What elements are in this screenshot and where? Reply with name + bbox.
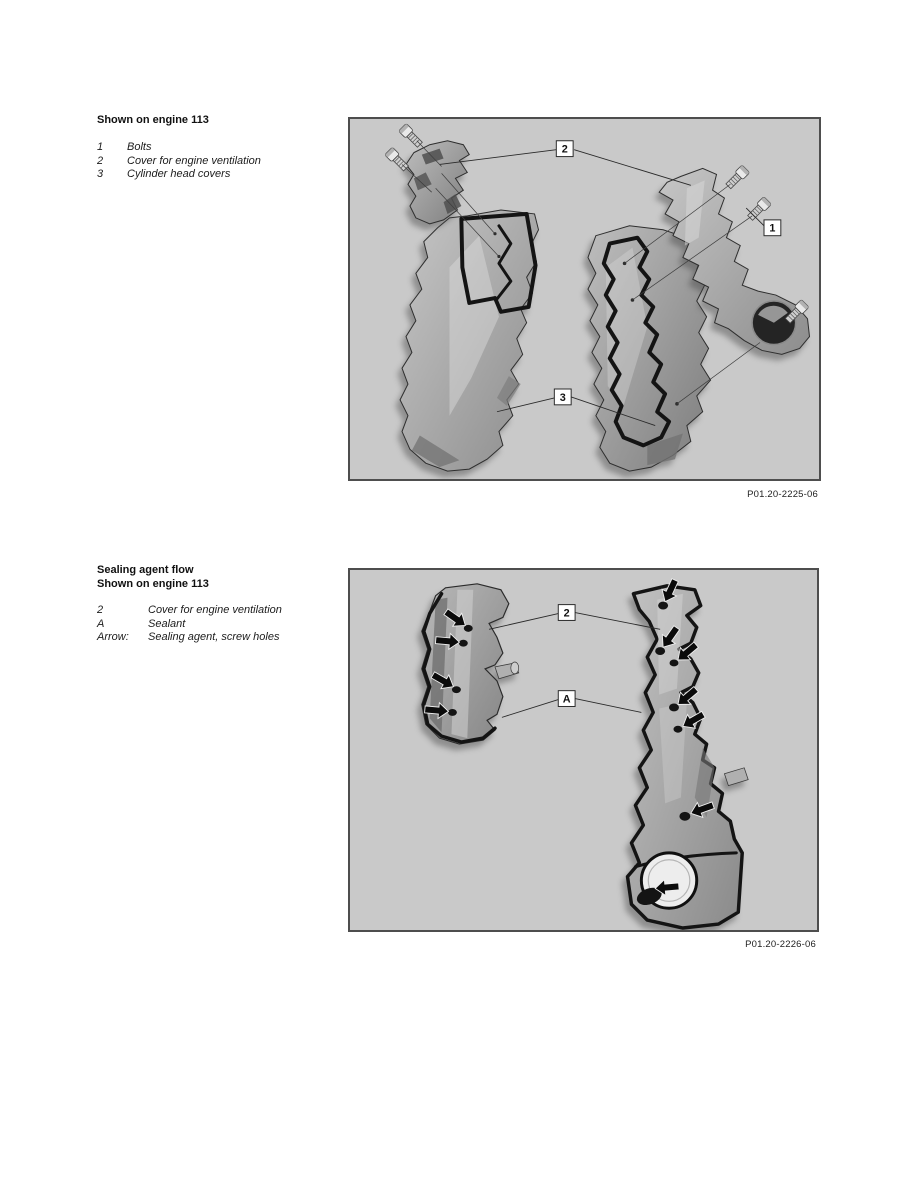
- callout-2: [489, 605, 660, 630]
- cylinder-head-cover-left: [400, 210, 538, 471]
- bolt-icon: [746, 197, 771, 222]
- figure1-caption: P01.20-2225-06: [747, 489, 818, 500]
- callout-A: [502, 691, 641, 718]
- legend-key: 2: [97, 604, 104, 616]
- legend-row: [97, 631, 347, 645]
- figure2-legend-rows: [97, 604, 347, 645]
- legend-label: Cover for engine ventilation: [148, 604, 282, 616]
- figure2-image-frame: [348, 568, 819, 932]
- legend-row: [97, 618, 347, 632]
- callout-1-label: 1: [769, 222, 776, 235]
- callout-2-label: 2: [563, 607, 570, 620]
- bolt-icon: [725, 165, 750, 190]
- engine-ventilation-cover-small: [406, 141, 469, 224]
- legend-row: [97, 604, 347, 618]
- legend-key: Arrow:: [97, 631, 129, 643]
- figure2-sealing-agent-image: [350, 570, 817, 930]
- figure1-legend-rows: [97, 141, 337, 182]
- legend-row: [97, 168, 337, 182]
- figure2-heading-line2: Shown on engine 113: [97, 578, 209, 590]
- legend-label: Cylinder head covers: [127, 168, 231, 180]
- callout-A-label: A: [562, 693, 571, 706]
- legend-label: Sealant: [148, 617, 186, 630]
- ventilation-cover-right: [628, 586, 749, 928]
- callout-2: [440, 141, 691, 186]
- legend-label: Cover for engine ventilation: [127, 154, 261, 167]
- callout-2-label: 2: [561, 143, 568, 156]
- figure2-caption: P01.20-2226-06: [745, 939, 816, 950]
- legend-key: 2: [97, 154, 104, 167]
- figure2-heading-line1: Sealing agent flow: [97, 564, 194, 576]
- figure2-legend: [97, 563, 347, 645]
- legend-label: Sealing agent, screw holes: [148, 631, 280, 643]
- legend-row: [97, 141, 337, 155]
- figure1-legend: [97, 113, 337, 182]
- figure1-exploded-view-image: [350, 119, 819, 479]
- figure1-heading: Shown on engine 113: [97, 114, 209, 126]
- callout-3-label: 3: [559, 391, 566, 404]
- ventilation-cover-left: [422, 584, 519, 744]
- legend-label: Bolts: [127, 141, 152, 153]
- legend-key: A: [97, 617, 105, 630]
- legend-key: 3: [97, 168, 104, 180]
- figure1-image-frame: [348, 117, 821, 481]
- legend-row: [97, 155, 337, 169]
- bolt-icon: [399, 123, 424, 148]
- legend-key: 1: [97, 141, 104, 153]
